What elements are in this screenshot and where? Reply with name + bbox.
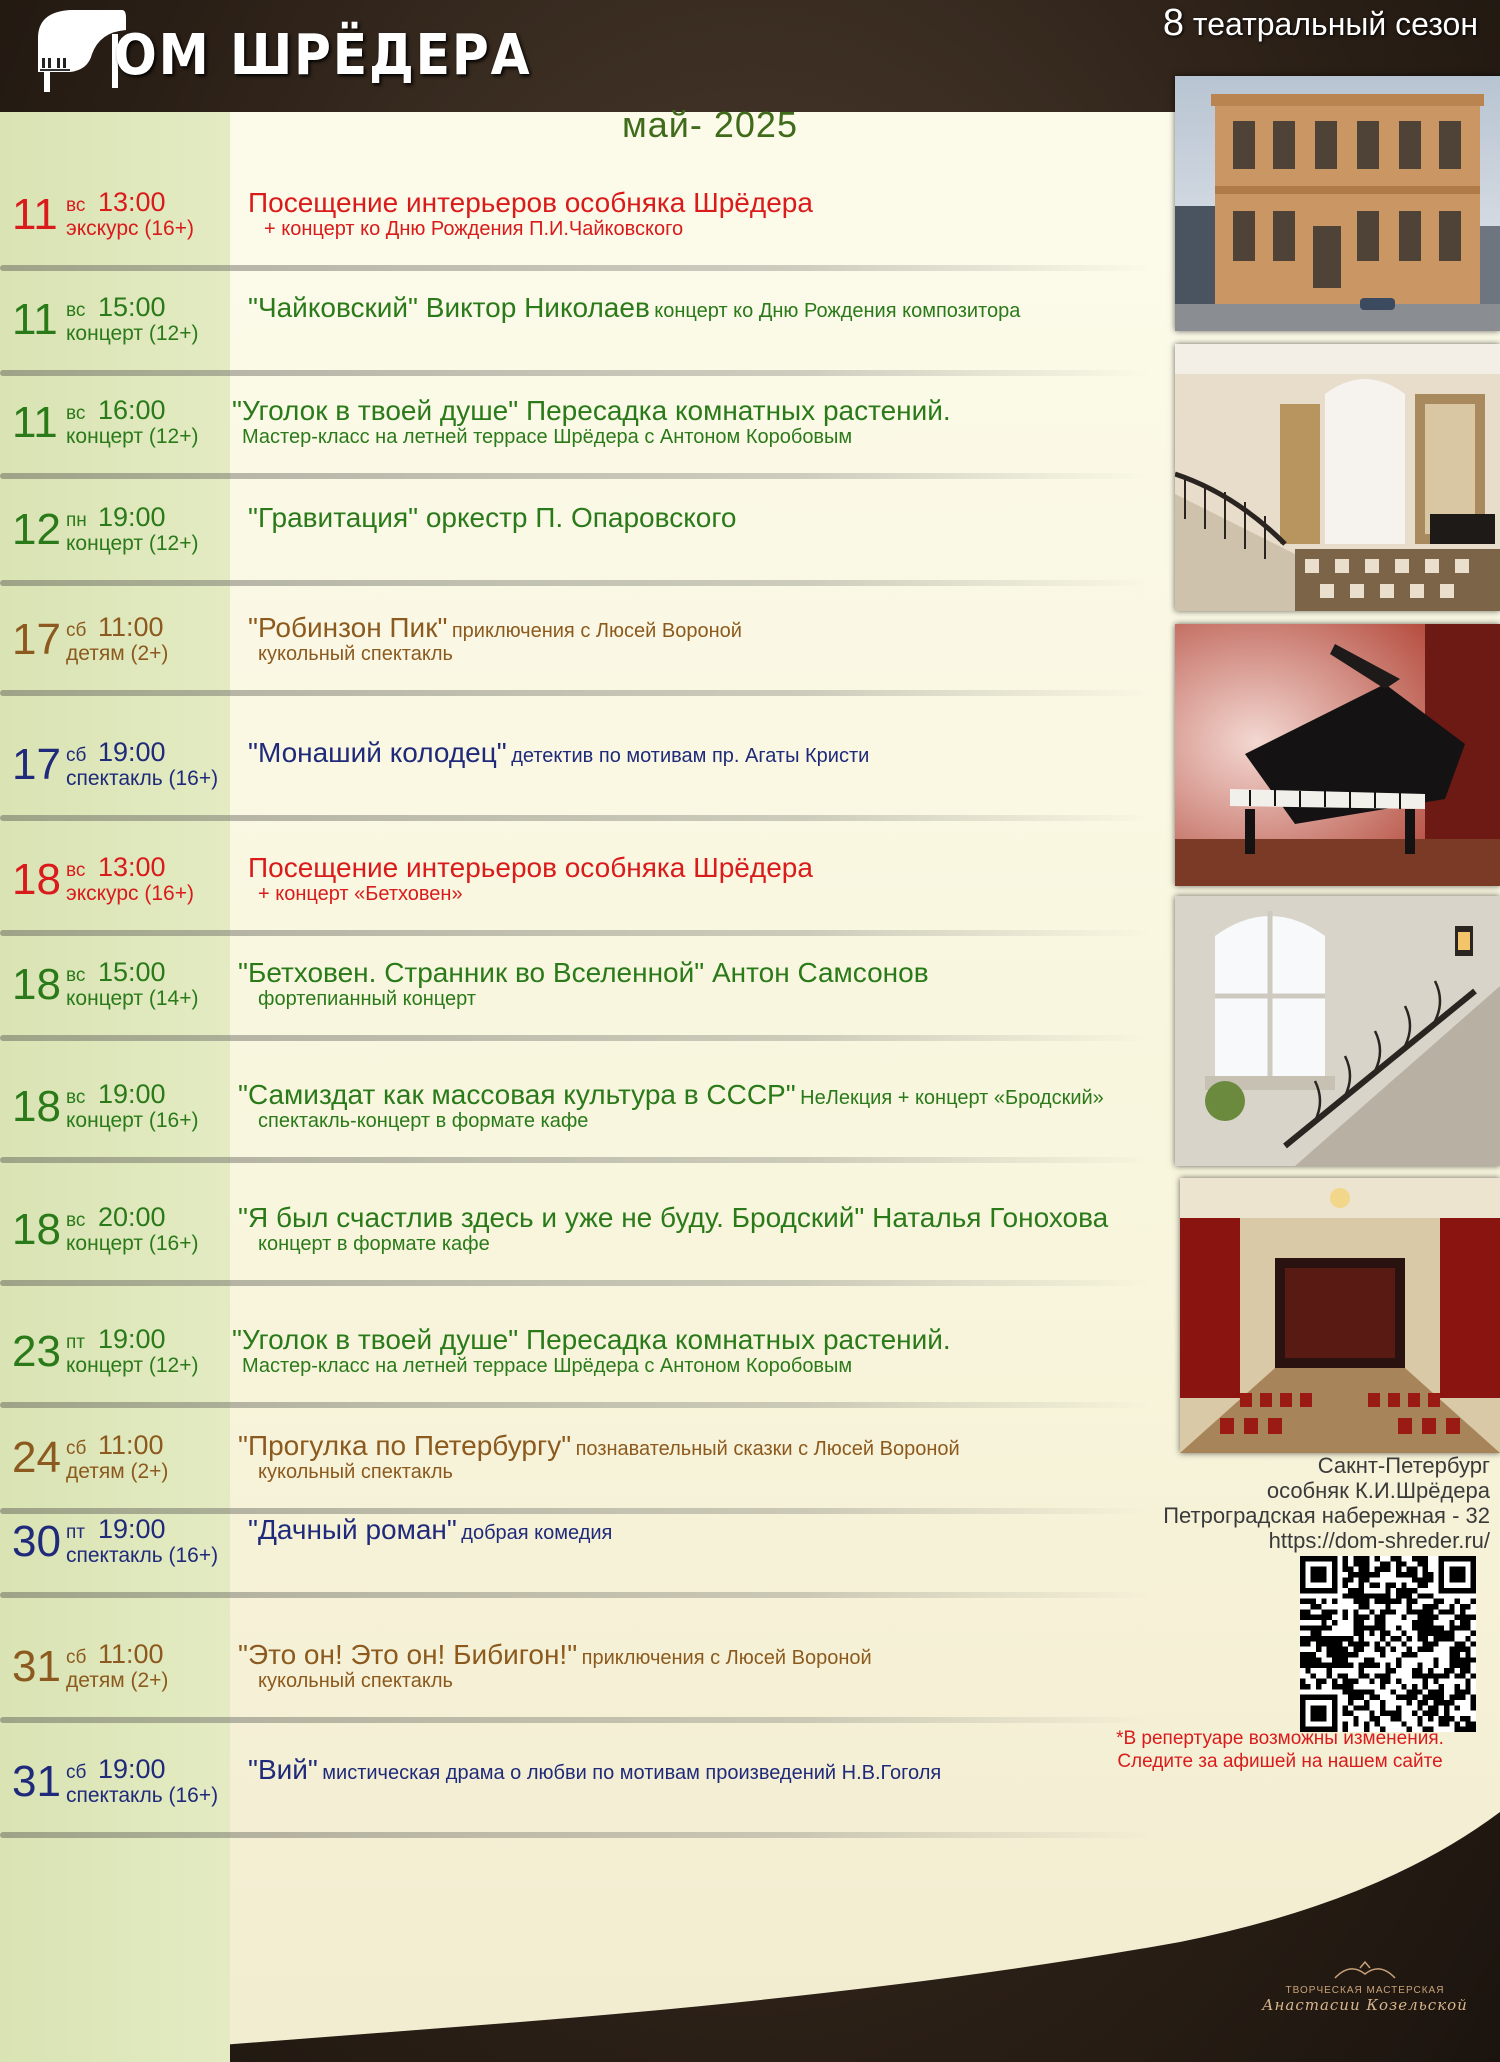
event-row: [0, 1512, 1180, 1622]
studio-logo: [1245, 1960, 1485, 2014]
event-weekday: пт: [66, 1522, 85, 1543]
window-staircase-photo: [1175, 896, 1500, 1166]
event-type: спектакль (16+): [66, 1784, 219, 1807]
row-divider: [0, 370, 1150, 376]
event-time: 19:00: [98, 1754, 166, 1784]
event-extra: добрая комедия: [461, 1522, 613, 1544]
row-divider: [0, 1157, 1150, 1163]
qr-code[interactable]: [1300, 1556, 1476, 1732]
event-type: концерт (12+): [66, 1354, 199, 1377]
row-divider: [0, 580, 1150, 586]
event-extra: мистическая драма о любви по мотивам произведений Н.В.Гоголя: [322, 1762, 942, 1784]
logo-text: ОМ ШРЁДЕРА: [114, 22, 532, 88]
event-title-line: [238, 957, 929, 989]
row-divider: [0, 1832, 1150, 1838]
event-weekday: сб: [66, 1762, 87, 1783]
event-weekday: вс: [66, 300, 86, 321]
repertoire-note: [1080, 1727, 1480, 1773]
event-time: 20:00: [98, 1202, 166, 1232]
event-weekday: вс: [66, 403, 86, 424]
event-title-line: [248, 187, 813, 219]
event-row: [0, 1077, 1180, 1187]
event-weekday: вс: [66, 195, 86, 216]
event-type: концерт (12+): [66, 425, 199, 448]
event-day: 18: [12, 960, 61, 1009]
season-number: 8: [1162, 2, 1185, 44]
event-day: 11: [12, 295, 58, 344]
qr-code-icon: [1300, 1556, 1476, 1732]
event-title-line: [248, 852, 813, 884]
event-subline: фортепианный концерт: [258, 988, 476, 1010]
event-row: [0, 500, 1180, 610]
event-title-line: [232, 395, 951, 427]
event-day: 12: [12, 505, 61, 554]
event-row: [0, 1200, 1180, 1310]
event-time: 11:00: [98, 612, 164, 642]
event-title-line: [232, 1324, 951, 1356]
event-time: 19:00: [98, 1514, 166, 1544]
event-day: 23: [12, 1327, 61, 1376]
event-day: 11: [12, 398, 58, 447]
event-time: 13:00: [98, 852, 166, 882]
event-row: [0, 393, 1180, 503]
note-line-1: *В репертуаре возможны изменения.: [1116, 1728, 1444, 1749]
row-divider: [0, 1592, 1150, 1598]
event-title: "Гравитация" оркестр П. Опаровского: [248, 502, 737, 533]
event-subline: + концерт ко Дню Рождения П.И.Чайковского: [264, 218, 684, 240]
event-weekday: вс: [66, 1087, 86, 1108]
address-street: Петроградская набережная - 32: [1163, 1503, 1490, 1528]
event-weekday: вс: [66, 860, 86, 881]
event-subline: спектакль-концерт в формате кафе: [258, 1110, 589, 1132]
event-weekday: сб: [66, 1438, 87, 1459]
studio-line-1: ТВОРЧЕСКАЯ МАСТЕРСКАЯ: [1285, 1985, 1445, 1996]
event-day: 24: [12, 1433, 61, 1482]
event-title: "Это он! Это он! Бибигон!": [238, 1639, 578, 1670]
event-subline: концерт в формате кафе: [258, 1233, 490, 1255]
event-day: 18: [12, 1082, 61, 1131]
event-row: [0, 955, 1180, 1065]
event-day: 18: [12, 855, 61, 904]
event-extra: детектив по мотивам пр. Агаты Кристи: [511, 745, 870, 767]
event-title: "Монаший колодец": [248, 737, 507, 768]
event-time: 19:00: [98, 737, 166, 767]
event-day: 31: [12, 1757, 61, 1806]
note-line-2: Следите за афишей на нашем сайте: [1117, 1751, 1443, 1772]
event-weekday: пн: [66, 510, 87, 531]
row-divider: [0, 265, 1150, 271]
event-day: 31: [12, 1642, 61, 1691]
season-text: театральный сезон: [1192, 6, 1478, 42]
event-weekday: пт: [66, 1332, 85, 1353]
event-time: 19:00: [98, 1079, 166, 1109]
event-title: "Робинзон Пик": [248, 612, 448, 643]
address-building: особняк К.И.Шрёдера: [1266, 1478, 1490, 1503]
event-subline: Мастер-класс на летней террасе Шрёдера с Антоном Коробовым: [242, 1355, 853, 1377]
event-time: 15:00: [98, 292, 166, 322]
row-divider: [0, 1717, 1150, 1723]
row-divider: [0, 815, 1150, 821]
event-title-line: [248, 1514, 612, 1546]
event-title-line: [248, 1754, 941, 1786]
event-weekday: вс: [66, 965, 86, 986]
event-title: "Я был счастлив здесь и уже не буду. Бродский" Наталья Гонохова: [238, 1202, 1109, 1233]
event-title: Посещение интерьеров особняка Шрёдера: [248, 187, 813, 218]
row-divider: [0, 1035, 1150, 1041]
event-subline: + концерт «Бетховен»: [258, 883, 463, 905]
event-type: концерт (14+): [66, 987, 199, 1010]
event-row: [0, 185, 1180, 295]
event-type: экскурс (16+): [66, 217, 194, 240]
event-day: 30: [12, 1517, 61, 1566]
studio-line-2: Анастасии Козельской: [1262, 1996, 1468, 2014]
event-subline: кукольный спектакль: [258, 1670, 453, 1692]
event-type: детям (2+): [66, 1669, 169, 1692]
event-extra: приключения с Люсей Вороной: [581, 1647, 872, 1669]
row-divider: [0, 473, 1150, 479]
event-type: детям (2+): [66, 1460, 169, 1483]
event-weekday: сб: [66, 620, 87, 641]
event-day: 18: [12, 1205, 61, 1254]
event-extra: концерт ко Дню Рождения композитора: [654, 300, 1021, 322]
row-divider: [0, 1402, 1150, 1408]
event-weekday: сб: [66, 1647, 87, 1668]
event-subline: Мастер-класс на летней террасе Шрёдера с Антоном Коробовым: [242, 426, 853, 448]
theatre-hall-photo: [1180, 1178, 1500, 1453]
event-title: "Чайковский" Виктор Николаев: [248, 292, 650, 323]
event-row: [0, 735, 1180, 845]
event-title: Посещение интерьеров особняка Шрёдера: [248, 852, 813, 883]
event-type: спектакль (16+): [66, 767, 219, 790]
event-title: "Вий": [248, 1754, 318, 1785]
event-row: [0, 610, 1180, 720]
event-type: концерт (16+): [66, 1232, 199, 1255]
event-title: "Уголок в твоей душе" Пересадка комнатных растений.: [232, 395, 951, 426]
month-title: май- 2025: [622, 104, 798, 145]
website-link[interactable]: https://dom-shreder.ru/: [1268, 1528, 1490, 1553]
event-title: "Самиздат как массовая культура в СССР": [238, 1079, 796, 1110]
event-title-line: [238, 1079, 1104, 1111]
event-weekday: сб: [66, 745, 87, 766]
event-day: 17: [12, 615, 61, 664]
ornament-icon: [1330, 1960, 1400, 1982]
event-time: 16:00: [98, 395, 166, 425]
event-title: "Прогулка по Петербургу": [238, 1430, 572, 1461]
address-city: Сакнт-Петербург: [1317, 1453, 1490, 1478]
event-type: детям (2+): [66, 642, 169, 665]
event-time: 11:00: [98, 1639, 164, 1669]
event-time: 19:00: [98, 502, 166, 532]
event-day: 11: [12, 190, 58, 239]
event-row: [0, 1322, 1180, 1432]
event-extra: познавательный сказки с Люсей Вороной: [575, 1438, 960, 1460]
event-title-line: [238, 1639, 872, 1671]
event-time: 15:00: [98, 957, 166, 987]
event-row: [0, 290, 1180, 400]
event-type: концерт (16+): [66, 1109, 199, 1132]
event-title: "Уголок в твоей душе" Пересадка комнатных растений.: [232, 1324, 951, 1355]
row-divider: [0, 1280, 1150, 1286]
facade-photo: [1175, 76, 1500, 331]
event-extra: НеЛекция + концерт «Бродский»: [800, 1087, 1104, 1109]
event-subline: кукольный спектакль: [258, 1461, 453, 1483]
event-time: 13:00: [98, 187, 166, 217]
event-day: 17: [12, 740, 61, 789]
event-row: [0, 1752, 1180, 1862]
event-title-line: [248, 612, 742, 644]
event-type: спектакль (16+): [66, 1544, 219, 1567]
event-extra: приключения с Люсей Вороной: [451, 620, 742, 642]
grand-piano-photo: [1175, 624, 1500, 886]
event-title-line: [238, 1202, 1108, 1234]
event-row: [0, 850, 1180, 960]
hall-stairs-photo: [1175, 344, 1500, 611]
row-divider: [0, 690, 1150, 696]
logo: [30, 0, 578, 100]
row-divider: [0, 930, 1150, 936]
event-title-line: [248, 737, 869, 769]
event-type: концерт (12+): [66, 322, 199, 345]
event-title-line: [248, 502, 737, 534]
event-title-line: [238, 1430, 960, 1462]
event-subline: кукольный спектакль: [258, 643, 453, 665]
event-title: "Дачный роман": [248, 1514, 457, 1545]
event-type: концерт (12+): [66, 532, 199, 555]
season-label: [1163, 2, 1478, 45]
event-title: "Бетховен. Странник во Вселенной" Антон Самсонов: [238, 957, 929, 988]
event-row: [0, 1637, 1180, 1747]
event-time: 19:00: [98, 1324, 166, 1354]
event-time: 11:00: [98, 1430, 164, 1460]
event-type: экскурс (16+): [66, 882, 194, 905]
event-title-line: [248, 292, 1020, 324]
event-weekday: вс: [66, 1210, 86, 1231]
address-block: [1163, 1453, 1490, 1553]
